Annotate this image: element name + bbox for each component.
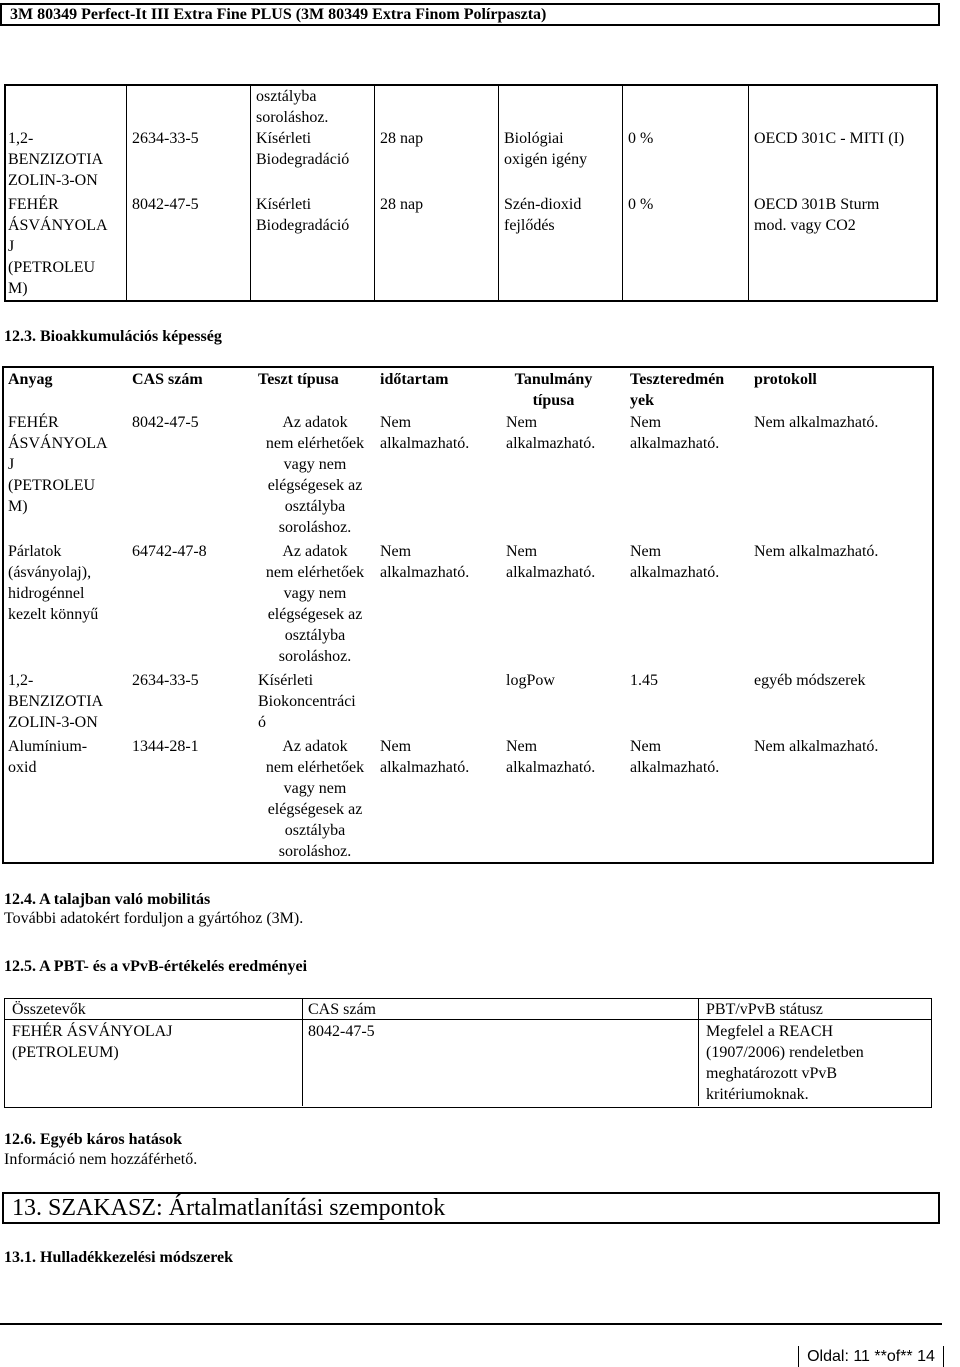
section-12-3-title: 12.3. Bioakkumulációs képesség (4, 328, 222, 345)
table-cell: Alumínium- oxid (8, 738, 88, 776)
table-cell: Nem alkalmazható. (506, 738, 596, 776)
table-cell: Nem alkalmazható. (506, 414, 596, 452)
table-cell: Nem alkalmazható. (380, 414, 470, 452)
table-header-cell: Teszteredmén yek (630, 371, 725, 409)
table-cell: Nem alkalmazható. (506, 543, 596, 581)
document-header: 3M 80349 Perfect-It III Extra Fine PLUS (3M 80349 Extra Finom Polírpaszta) (0, 3, 940, 26)
table-cell: egyéb módszerek (754, 672, 866, 689)
table-cell: Nem alkalmazható. (630, 738, 720, 776)
table-header-cell: protokoll (754, 371, 817, 388)
table-cell: logPow (506, 672, 555, 689)
table-cell: Nem alkalmazható. (630, 414, 720, 452)
table-cell: Nem alkalmazható. (380, 738, 470, 776)
table-cell: 1344-28-1 (132, 738, 199, 755)
table-cell: FEHÉR ÁSVÁNYOLA J (PETROLEU M) (8, 196, 108, 297)
table-cell: 1,2- BENZIZOTIA ZOLIN-3-ON (8, 672, 104, 731)
table-cell: Megfelel a REACH (1907/2006) rendeletben meghatározott vPvB kritériumoknak. (706, 1023, 864, 1103)
table-header-cell: időtartam (380, 371, 449, 388)
section-13-title: 13. SZAKASZ: Ártalmatlanítási szempontok (2, 1192, 940, 1224)
table-cell: 1.45 (630, 672, 658, 689)
table-cell: 28 nap (380, 196, 424, 213)
table-cell: 0 % (628, 130, 654, 147)
table-cell: Kísérleti Biokoncentráci ó (258, 672, 356, 731)
table-cell: Nem alkalmazható. (754, 414, 879, 431)
biodegradation-table (4, 84, 938, 302)
table-cell: Az adatok nem elérhetőek vagy nem elégségesek az osztályba soroláshoz. (265, 738, 365, 860)
table-cell: 2634-33-5 (132, 130, 199, 147)
table-cell: 0 % (628, 196, 654, 213)
table-cell: OECD 301B Sturm mod. vagy CO2 (754, 196, 880, 234)
table-cell: Kísérleti Biodegradáció (256, 196, 350, 234)
table-header-cell: Összetevők (12, 1001, 86, 1018)
table-header-cell: CAS szám (132, 371, 203, 388)
table-cell: 8042-47-5 (308, 1023, 375, 1040)
table-cell: 28 nap (380, 130, 424, 147)
table-cell: Az adatok nem elérhetőek vagy nem elégségesek az osztályba soroláshoz. (265, 414, 365, 536)
table-cell: 8042-47-5 (132, 414, 199, 431)
table-cell: Biológiai oxigén igény (504, 130, 588, 168)
section-12-6-text: Információ nem hozzáférhető. (4, 1151, 198, 1168)
section-12-6-title: 12.6. Egyéb káros hatások (4, 1131, 182, 1148)
table-cell: 2634-33-5 (132, 672, 199, 689)
table-header-cell: Anyag (8, 371, 53, 388)
table-cell: 64742-47-8 (132, 543, 207, 560)
table-cell: Nem alkalmazható. (754, 738, 879, 755)
table-cell: Párlatok (ásványolaj), hidrogénnel kezelt könnyű (8, 543, 99, 623)
table-cell: osztályba soroláshoz. Kísérleti Biodegradáció (256, 88, 350, 168)
section-13-1-title: 13.1. Hulladékkezelési módszerek (4, 1249, 234, 1266)
table-cell: 1,2- BENZIZOTIA ZOLIN-3-ON (8, 130, 104, 189)
table-cell: Szén-dioxid fejlődés (504, 196, 582, 234)
table-header-cell: PBT/vPvB státusz (706, 1001, 823, 1018)
table-cell: Az adatok nem elérhetőek vagy nem elégségesek az osztályba soroláshoz. (265, 543, 365, 665)
section-12-4-text: További adatokért forduljon a gyártóhoz (3M). (4, 910, 304, 927)
table-cell: 8042-47-5 (132, 196, 199, 213)
table-header-cell: Teszt típusa (258, 371, 339, 388)
table-header-cell: Tanulmány típusa (514, 371, 593, 409)
table-cell: Nem alkalmazható. (630, 543, 720, 581)
table-cell: FEHÉR ÁSVÁNYOLA J (PETROLEU M) (8, 414, 108, 515)
page-number: Oldal: 11 **of** 14 (798, 1346, 944, 1367)
table-cell: FEHÉR ÁSVÁNYOLAJ (PETROLEUM) (12, 1023, 173, 1061)
table-cell: OECD 301C - MITI (I) (754, 130, 905, 147)
table-header-cell: CAS szám (308, 1001, 376, 1018)
table-cell: Nem alkalmazható. (754, 543, 879, 560)
section-12-4-title: 12.4. A talajban való mobilitás (4, 891, 211, 908)
section-12-5-title: 12.5. A PBT- és a vPvB-értékelés eredményei (4, 958, 308, 975)
table-cell: Nem alkalmazható. (380, 543, 470, 581)
